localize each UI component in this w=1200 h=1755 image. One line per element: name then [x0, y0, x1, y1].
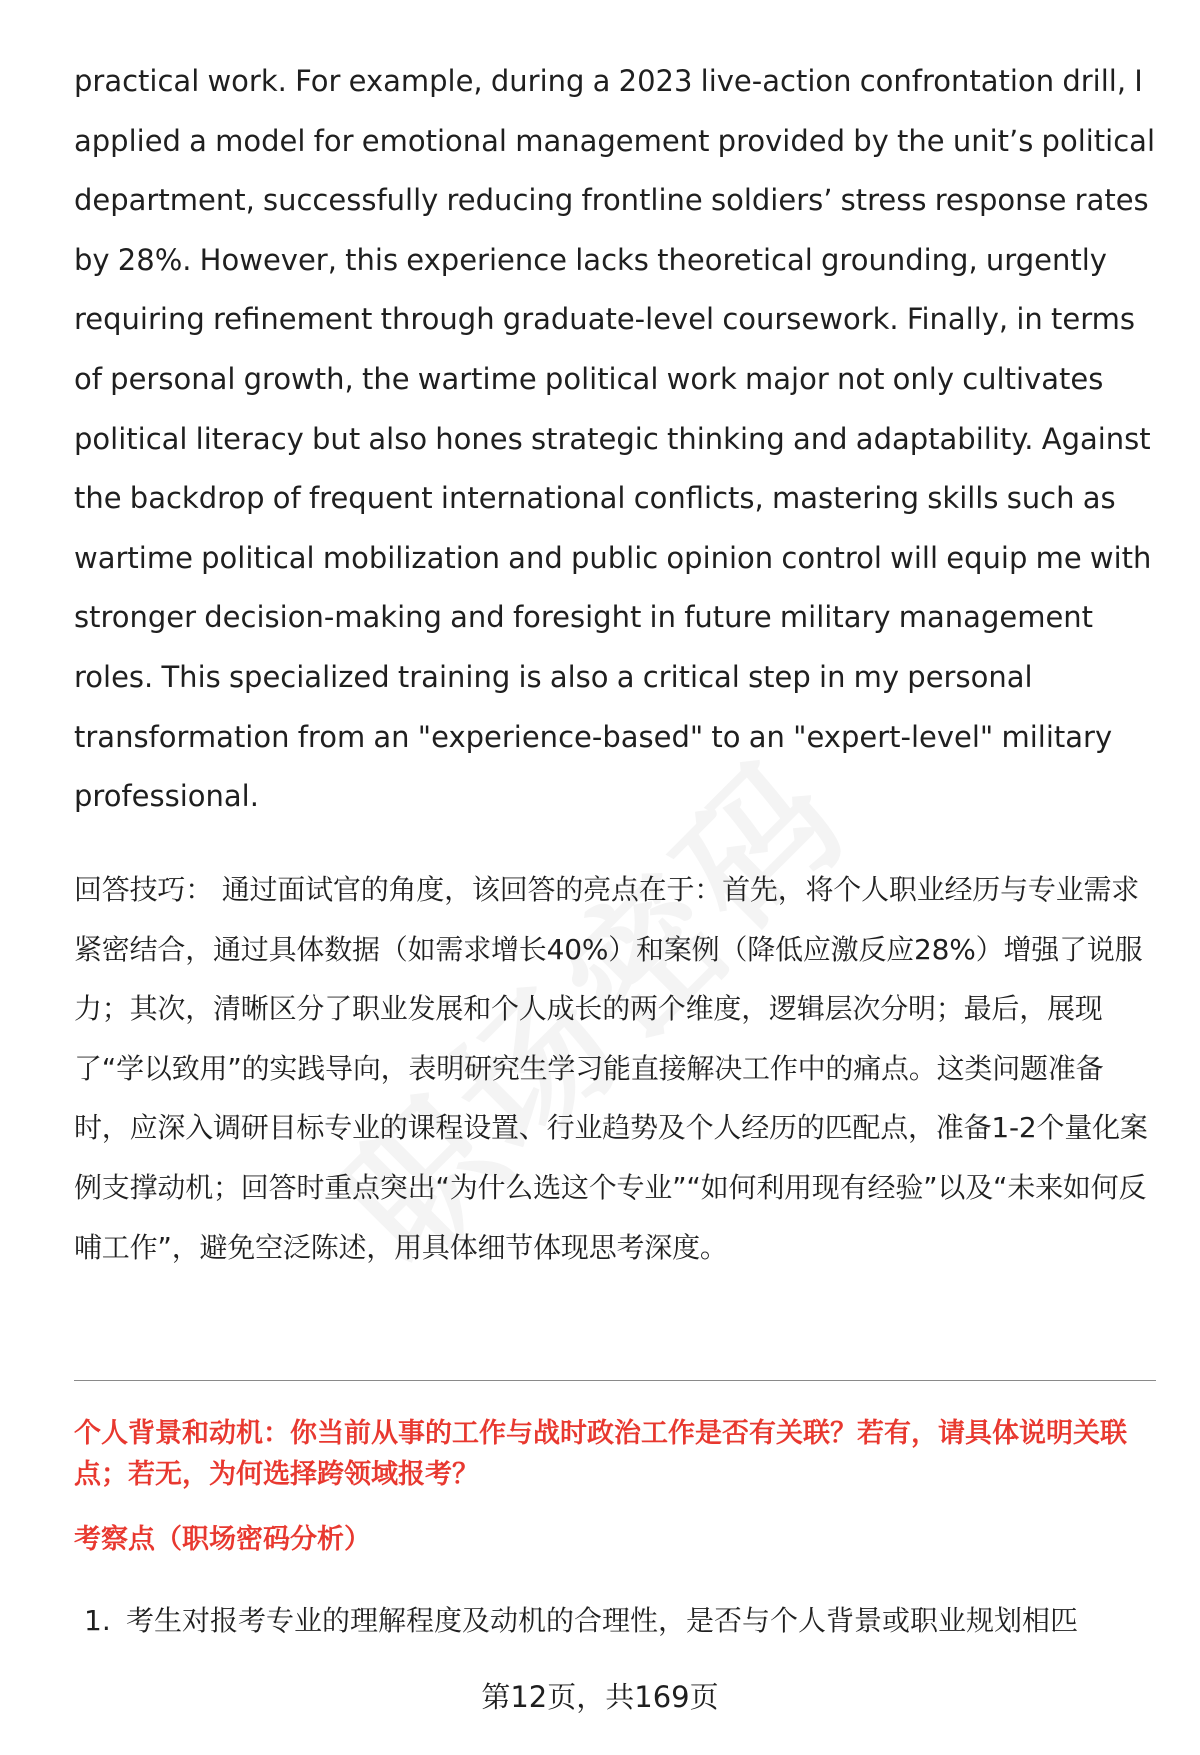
page-footer: 第12页，共169页: [481, 1680, 719, 1714]
list-item-number: 1.: [84, 1604, 111, 1637]
answer-tips-paragraph: 回答技巧： 通过面试官的角度，该回答的亮点在于：首先，将个人职业经历与专业需求紧密结合，通过具体数据（如需求增长40%）和案例（降低应激反应28%）增强了说服力；其次，清晰区分了职业发展和个人成长的两个维度，逻辑层次分明；最后，展现了“学以致用”的实践导向，表明研究生学习能直接解决工作中的痛点。这类问题准备时，应深入调研目标专业的课程设置、行业趋势及个人经历的匹配点，准备1-2个量化案例支撑动机；回答时重点突出“为什么选这个专业”“如何利用现有经验”以及“未来如何反哺工作”，避免空泛陈述，用具体细节体现思考深度。: [74, 873, 1148, 1264]
answer-continuation-paragraph: practical work. For example, during a 2023 live-action confrontation drill, I applied a model for emotional management provided by the unit’s political department, successfully reducing frontline soldiers’ stress response rates by 28%. However, this experience lacks theoretical grounding, urgently requiring refinement through graduate-level coursework. Finally, in terms of personal growth, the wartime political work major not only cultivates political literacy but also hones strategic thinking and adaptability. Against the backdrop of frequent international conflicts, mastering skills such as wartime political mobilization and public opinion control will equip me with stronger decision-making and foresight in future military management roles. This specialized training is also a critical step in my personal transformation from an "experience-based" to an "expert-level" military professional.: [74, 64, 1156, 814]
question-heading: 个人背景和动机：你当前从事的工作与战时政治工作是否有关联？若有，请具体说明关联点；若无，为何选择跨领域报考？: [74, 1418, 1127, 1490]
list-item: [84, 1600, 1164, 1642]
examination-points-title: 考察点（职场密码分析）: [74, 1524, 371, 1555]
section-divider: [74, 1380, 1156, 1381]
list-item-text: 考生对报考专业的理解程度及动机的合理性，是否与个人背景或职业规划相匹: [126, 1604, 1079, 1637]
